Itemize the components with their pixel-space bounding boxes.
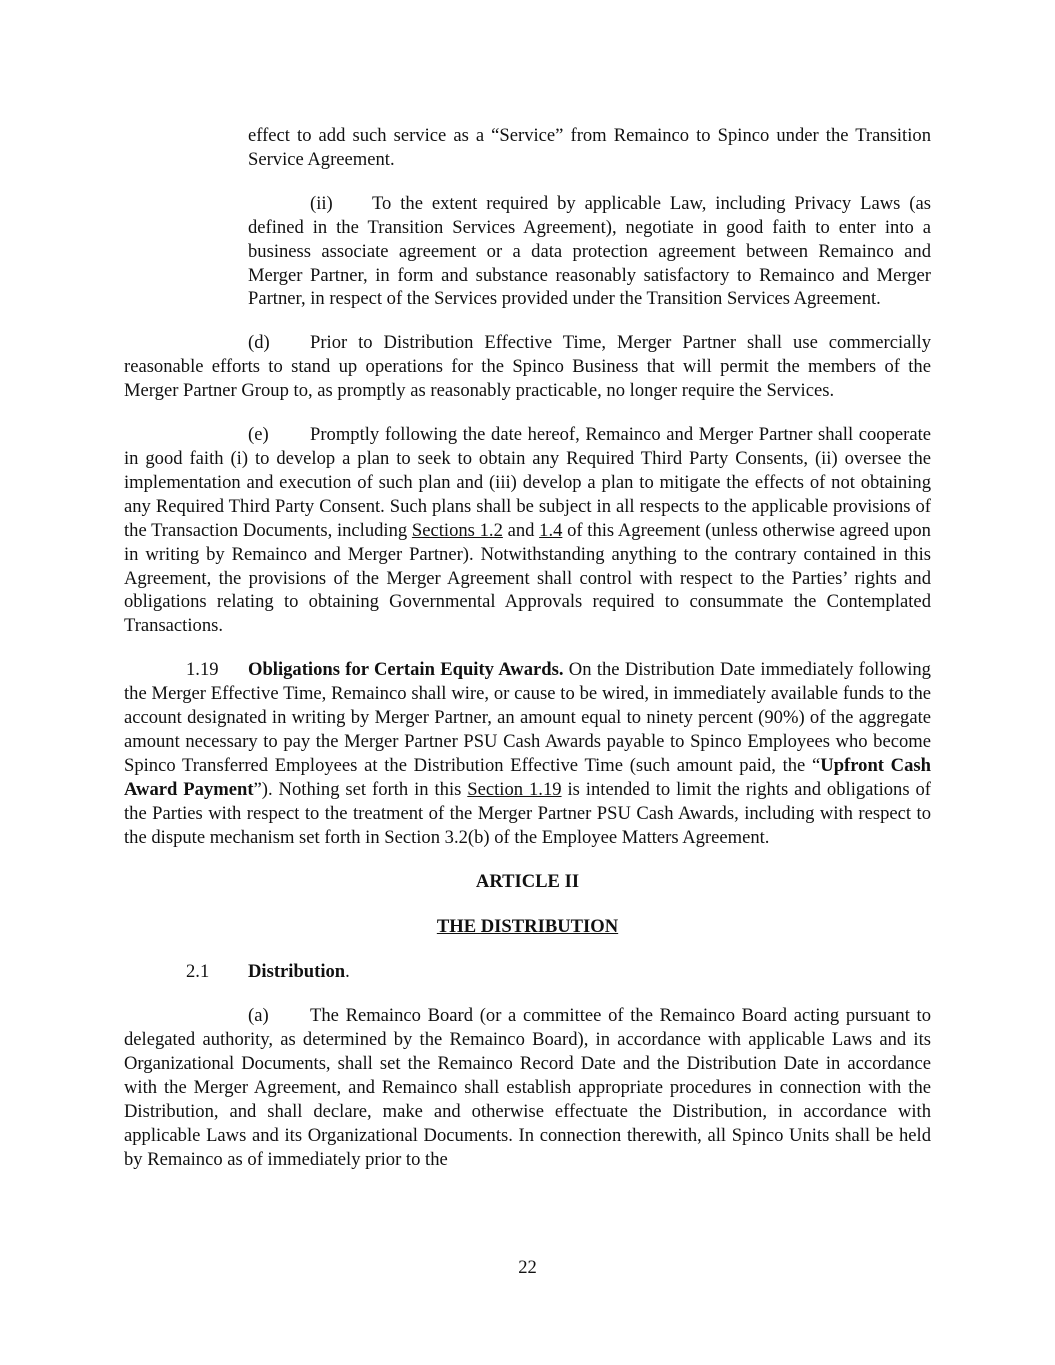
section-2-1-period: . [345, 961, 350, 983]
clause-a-label: (a) [248, 1005, 269, 1027]
section-1-19-text-a: On the Distribution Date immediately following the Merger Effective Time, Remainco shall wire, or cause to be wired, in immediately available funds to the account designated in writing by Merger Partner, an amount equal to ninety percent (90%) of the aggregate amount necessary to pay the Merger Partner PSU Cash Awards payable to Spinco Employees who become Spinco Transferred Employees at the Distribution Effective Time (such amount paid, the “ [124, 659, 931, 776]
defined-term-upfront-cash-award-payment: Upfront Cash Award Payment [124, 754, 931, 800]
clause-d-label: (d) [248, 332, 270, 354]
article-title: THE DISTRIBUTION [436, 916, 619, 938]
article-number: ARTICLE II [475, 871, 580, 893]
clause-a-text: The Remainco Board (or a committee of the Remainco Board acting pursuant to delegated authority, as determined by the Remainco Board), in accordance with applicable Laws and its Organizational Documents, shall set the Remainco Record Date and the Distribution Date in accordance with the Merger Agreement, and Remainco shall establish appropriate procedures in connection with the Distribution, and shall declare, make and otherwise effectuate the Distribution, in accordance with applicable Laws and its Organizational Documents. In connection therewith, all Spinco Units shall be held by Remainco as of immediately prior to the [124, 1005, 931, 1170]
clause-e-text-a: Promptly following the date hereof, Remainco and Merger Partner shall cooperate in good faith (i) to develop a plan to seek to obtain any Required Third Party Consents, (ii) oversee the implementation and execution of such plan and (iii) develop a plan to mitigate the effects of not obtaining any Required Third Party Consent. Such plans shall be subject in all respects to the applicable provisions of the Transaction Documents, including [124, 424, 931, 541]
continuation-paragraph: effect to add such service as a “Service” from Remainco to Spinco under the Transition Service Agreement. [248, 125, 931, 170]
section-1-19-text-b: ”). Nothing set forth in this [253, 778, 468, 800]
section-2-1-number: 2.1 [186, 961, 210, 983]
clause-ii [248, 192, 931, 312]
clause-e-text-c: of this Agreement (unless otherwise agreed upon in writing by Remainco and Merger Partner). Notwithstanding anything to the contrary contained in this Agreement, the provisions of the Merger Agreement shall control with respect to the Parties’ rights and obligations relating to obtaining Governmental Approvals required to consummate the Contemplated Transactions. [124, 519, 931, 637]
clause-e [124, 423, 931, 638]
clause-d [124, 331, 931, 403]
section-2-1 [124, 960, 931, 984]
clause-e-label: (e) [248, 424, 269, 446]
section-1-19-heading: Obligations for Certain Equity Awards. [248, 659, 564, 681]
section-1-19-reference: Section 1.19 [467, 778, 562, 800]
section-1-19-number: 1.19 [186, 659, 219, 681]
section-1-19-text-c: is intended to limit the rights and obligations of the Parties with respect to the treatment of the Merger Partner PSU Cash Awards, including with respect to the dispute mechanism set forth in Section 3.2(b) of the Employee Matters Agreement. [124, 778, 931, 848]
section-2-1-heading: Distribution [248, 961, 346, 983]
section-1-4-reference: 1.4 [539, 519, 563, 541]
section-1-2-reference: Sections 1.2 [411, 519, 503, 541]
clause-e-text-b: and [502, 519, 540, 541]
section-1-19 [124, 658, 931, 849]
clause-a [124, 1004, 931, 1171]
document-page [124, 124, 931, 1172]
page-number: 22 [518, 1257, 537, 1278]
clause-d-text: Prior to Distribution Effective Time, Merger Partner shall use commercially reasonable efforts to stand up operations for the Spinco Business that will permit the members of the Merger Partner Group to, as promptly as reasonably practicable, no longer require the Services. [124, 332, 931, 402]
clause-ii-label: (ii) [310, 192, 333, 214]
clause-ii-text: To the extent required by applicable Law, including Privacy Laws (as defined in the Transition Services Agreement), negotiate in good faith to enter into a business associate agreement or a data protection agreement between Remainco and Merger Partner, in form and substance reasonably satisfactory to Remainco and Merger Partner, in respect of the Services provided under the Transition Services Agreement. [248, 192, 931, 310]
